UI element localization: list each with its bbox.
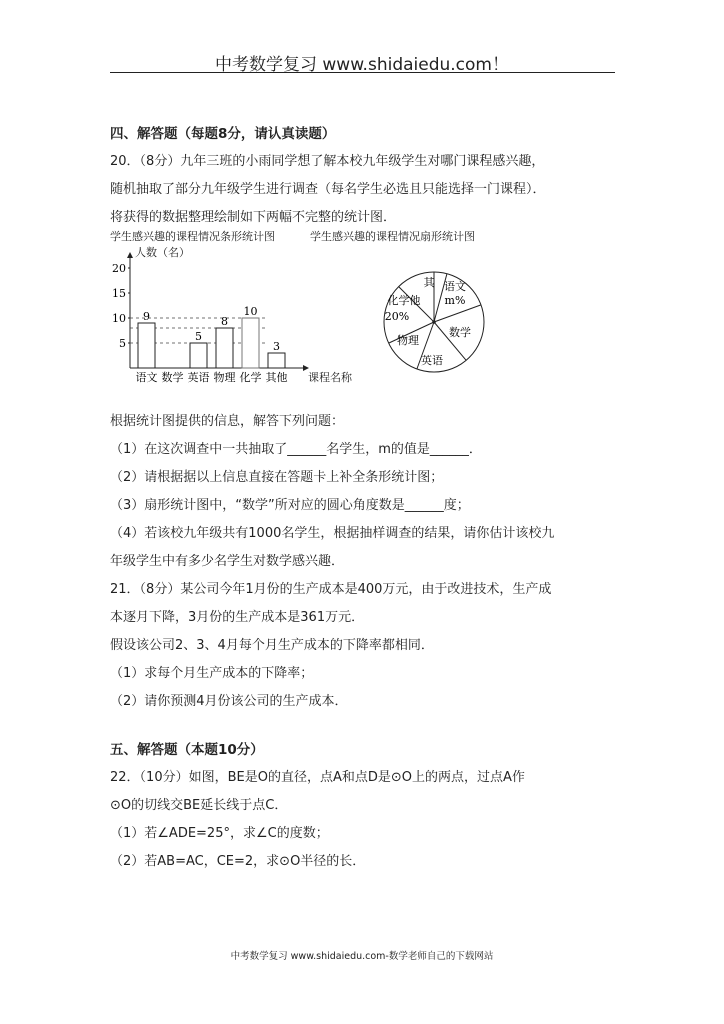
section-5-title: 五、解答题（本题10分） — [110, 742, 264, 758]
pie-slice-divider — [434, 305, 481, 322]
pie-slice-value: m% — [444, 294, 466, 307]
q20-question-2: （2）请根据据以上信息直接在答题卡上补全条形统计图； — [110, 470, 444, 485]
q21-line-5: （2）请你预测4月份该公司的生产成本． — [110, 694, 348, 709]
q20-question-intro: 根据统计图提供的信息，解答下列问题： — [110, 414, 345, 429]
header-divider — [110, 72, 615, 73]
q20-question-4a: （4）若该校九年级共有1000名学生，根据抽样调查的结果，请你估计该校九 — [110, 526, 555, 541]
bar-2 — [190, 343, 207, 368]
pie-chart — [305, 228, 535, 378]
y-tick-label: 10 — [112, 312, 126, 325]
y-tick-label: 15 — [112, 287, 126, 300]
bar-4 — [242, 318, 259, 368]
q21-line-2: 本逐月下降，3月份的生产成本是361万元． — [110, 610, 365, 625]
bar-value-label: 9 — [143, 310, 150, 323]
x-category-label: 物理 — [213, 371, 236, 384]
bar-value-label: 8 — [221, 315, 228, 328]
bar-chart-x-label: 课程名称 — [308, 371, 352, 384]
bar-value-label: 5 — [195, 330, 202, 343]
section-4-title: 四、解答题（每题8分，请认真读题） — [110, 126, 336, 142]
q20-question-1: （1）在这次调查中一共抽取了______名学生，m的值是______． — [110, 442, 482, 457]
bar-chart-y-label: 人数（名） — [135, 246, 190, 259]
pie-slice-label: 语文 — [444, 280, 466, 293]
x-category-label: 化学 — [239, 371, 262, 384]
x-category-label: 语文 — [135, 371, 158, 384]
q20-line-3: 将获得的数据整理绘制如下两幅不完整的统计图． — [110, 210, 397, 225]
bar-5 — [268, 353, 285, 368]
q20-question-4b: 年级学生中有多少名学生对数学感兴趣． — [110, 554, 345, 569]
pie-slice-label: 英语 — [421, 354, 443, 367]
page-footer: 中考数学复习 www.shidaiedu.com-数学老师自己的下载网站 — [230, 951, 494, 962]
y-axis-arrow — [127, 252, 133, 258]
bar-3 — [216, 328, 233, 368]
q20-line-2: 随机抽取了部分九年级学生进行调查（每名学生必选且只能选择一门课程）． — [110, 182, 546, 197]
y-tick-label: 5 — [119, 337, 126, 350]
pie-slice-label: 数学 — [449, 326, 471, 339]
q22-line-3: （1）若∠ADE=25°，求∠C的度数； — [110, 826, 329, 841]
pie-slice-value: 20% — [384, 310, 410, 323]
y-tick-label: 20 — [112, 262, 126, 275]
pie-slice-label: 其 — [423, 276, 435, 289]
pie-slice-label: 化学他 — [387, 294, 421, 307]
bar-0 — [138, 323, 155, 368]
q22-line-2: ⊙O的切线交BE延长线于点C． — [110, 798, 288, 813]
pie-slice-label: 物理 — [397, 334, 419, 347]
bar-value-label: 3 — [273, 340, 280, 353]
pie-center-dot — [432, 320, 436, 324]
page-header-title: 中考数学复习 www.shidaiedu.com！ — [215, 55, 509, 75]
q22-line-1: 22．（10分）如图，BE是O的直径，点A和点D是⊙O上的两点，过点A作 — [110, 770, 525, 785]
x-category-label: 英语 — [187, 371, 210, 384]
x-category-label: 数学 — [161, 371, 184, 384]
q20-line-1: 20．（8分）九年三班的小雨同学想了解本校九年级学生对哪门课程感兴趣， — [110, 154, 545, 169]
q20-question-3: （3）扇形统计图中，“数学”所对应的圆心角度数是______度； — [110, 498, 470, 513]
bar-chart-title: 学生感兴趣的课程情况条形统计图 — [110, 230, 275, 243]
q22-line-4: （2）若AB=AC，CE=2，求⊙O半径的长． — [110, 854, 366, 869]
q21-line-4: （1）求每个月生产成本的下降率； — [110, 666, 314, 681]
bar-value-label: 10 — [243, 305, 258, 318]
x-category-label: 其他 — [265, 371, 288, 384]
q21-line-1: 21．（8分）某公司今年1月份的生产成本是400万元，由于改进技术，生产成 — [110, 582, 552, 597]
pie-chart-title: 学生感兴趣的课程情况扇形统计图 — [310, 230, 475, 243]
q21-line-3: 假设该公司2、3、4月每个月生产成本的下降率都相同． — [110, 638, 434, 653]
